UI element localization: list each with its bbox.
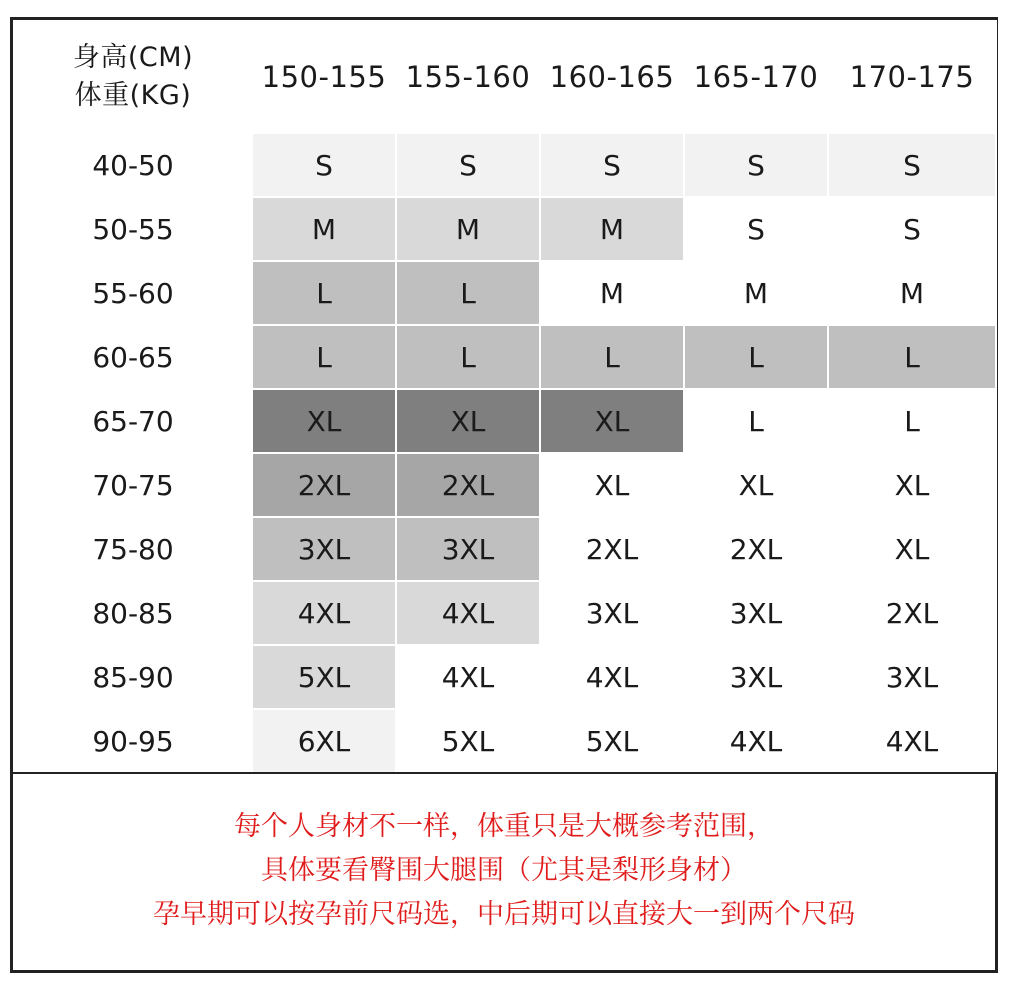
size-cell: L bbox=[252, 325, 396, 389]
size-cell: XL bbox=[252, 389, 396, 453]
size-cell: XL bbox=[684, 453, 828, 517]
weight-range-cell: 65-70 bbox=[14, 389, 252, 453]
table-row bbox=[14, 453, 996, 517]
size-cell: M bbox=[396, 197, 540, 261]
height-header: 160-165 bbox=[540, 21, 684, 133]
height-header: 155-160 bbox=[396, 21, 540, 133]
size-cell: 3XL bbox=[828, 645, 996, 709]
table-row bbox=[14, 133, 996, 197]
size-cell: S bbox=[252, 133, 396, 197]
size-cell: 2XL bbox=[684, 517, 828, 581]
height-header: 150-155 bbox=[252, 21, 396, 133]
size-cell: L bbox=[828, 389, 996, 453]
size-cell: 5XL bbox=[540, 709, 684, 773]
size-cell: XL bbox=[540, 453, 684, 517]
weight-range-cell: 85-90 bbox=[14, 645, 252, 709]
weight-range-cell: 90-95 bbox=[14, 709, 252, 773]
weight-range-cell: 40-50 bbox=[14, 133, 252, 197]
weight-range-cell: 55-60 bbox=[14, 261, 252, 325]
size-cell: M bbox=[252, 197, 396, 261]
size-cell: 4XL bbox=[828, 709, 996, 773]
size-cell: M bbox=[540, 197, 684, 261]
table-row bbox=[14, 709, 996, 773]
table-row bbox=[14, 197, 996, 261]
table-row bbox=[14, 517, 996, 581]
weight-axis-label: 体重(KG) bbox=[74, 80, 192, 111]
weight-range-cell: 75-80 bbox=[14, 517, 252, 581]
size-cell: 3XL bbox=[684, 645, 828, 709]
size-cell: 5XL bbox=[252, 645, 396, 709]
table-row bbox=[14, 645, 996, 709]
size-cell: 4XL bbox=[252, 581, 396, 645]
size-cell: 2XL bbox=[252, 453, 396, 517]
note-line: 孕早期可以按孕前尺码选，中后期可以直接大一到两个尺码 bbox=[153, 899, 855, 930]
size-cell: M bbox=[684, 261, 828, 325]
size-cell: S bbox=[828, 133, 996, 197]
size-chart-frame bbox=[10, 17, 998, 973]
table-row bbox=[14, 325, 996, 389]
size-cell: L bbox=[828, 325, 996, 389]
size-cell: S bbox=[684, 133, 828, 197]
size-cell: 2XL bbox=[396, 453, 540, 517]
height-header: 165-170 bbox=[684, 21, 828, 133]
table-row bbox=[14, 581, 996, 645]
size-cell: 5XL bbox=[396, 709, 540, 773]
size-cell: L bbox=[540, 325, 684, 389]
size-cell: M bbox=[540, 261, 684, 325]
note-line: 每个人身材不一样，体重只是大概参考范围， bbox=[234, 811, 774, 842]
size-cell: M bbox=[828, 261, 996, 325]
weight-range-cell: 50-55 bbox=[14, 197, 252, 261]
size-cell: L bbox=[684, 389, 828, 453]
size-cell: S bbox=[396, 133, 540, 197]
size-cell: 4XL bbox=[540, 645, 684, 709]
size-cell: S bbox=[540, 133, 684, 197]
height-header: 170-175 bbox=[828, 21, 996, 133]
size-cell: XL bbox=[828, 517, 996, 581]
size-cell: 4XL bbox=[396, 581, 540, 645]
size-cell: 3XL bbox=[540, 581, 684, 645]
size-cell: XL bbox=[540, 389, 684, 453]
fit-note bbox=[13, 772, 995, 970]
weight-range-cell: 80-85 bbox=[14, 581, 252, 645]
size-cell: 4XL bbox=[396, 645, 540, 709]
size-chart-table bbox=[13, 20, 997, 774]
weight-range-cell: 60-65 bbox=[14, 325, 252, 389]
size-cell: 2XL bbox=[828, 581, 996, 645]
table-row bbox=[14, 261, 996, 325]
size-cell: 6XL bbox=[252, 709, 396, 773]
size-cell: 3XL bbox=[396, 517, 540, 581]
size-cell: 2XL bbox=[540, 517, 684, 581]
size-cell: XL bbox=[396, 389, 540, 453]
size-cell: L bbox=[252, 261, 396, 325]
size-cell: L bbox=[684, 325, 828, 389]
size-cell: 4XL bbox=[684, 709, 828, 773]
height-axis-label: 身高(CM) bbox=[72, 42, 194, 73]
size-cell: L bbox=[396, 261, 540, 325]
corner-header bbox=[14, 21, 252, 133]
size-cell: 3XL bbox=[252, 517, 396, 581]
note-line: 具体要看臀围大腿围（尤其是梨形身材） bbox=[261, 855, 747, 886]
header-row bbox=[14, 21, 996, 133]
weight-range-cell: 70-75 bbox=[14, 453, 252, 517]
size-cell: S bbox=[828, 197, 996, 261]
size-cell: 3XL bbox=[684, 581, 828, 645]
size-cell: XL bbox=[828, 453, 996, 517]
size-cell: S bbox=[684, 197, 828, 261]
table-row bbox=[14, 389, 996, 453]
size-cell: L bbox=[396, 325, 540, 389]
